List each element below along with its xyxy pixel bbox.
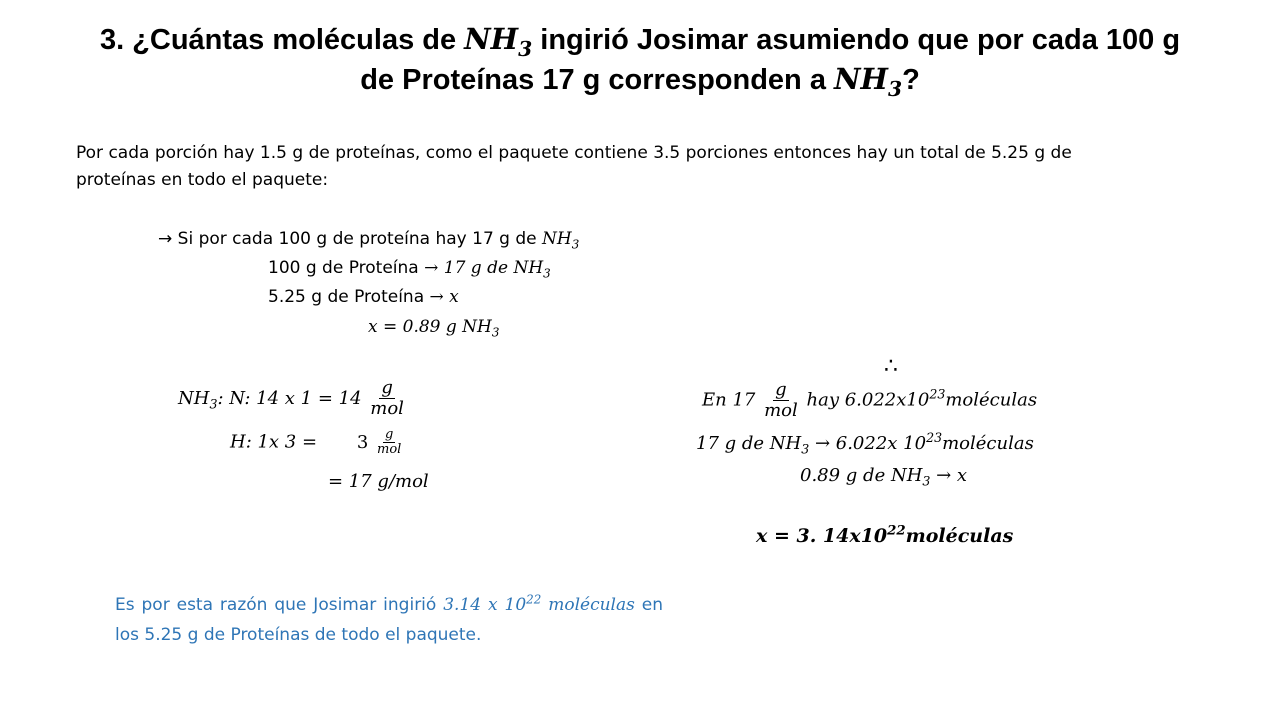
page-title	[0, 22, 1280, 61]
title-line2-prefix: de Proteínas 17 g corresponden a	[360, 64, 835, 96]
molar-mass-n-line: $NH_3$: N: 14 x 1 = 14 $\frac{g}{\text{mol}}$	[178, 377, 404, 419]
conclusion-paragraph: Es por esta razón que Josimar ingirió 3.14 x $10^{22}$ moléculas en los 5.25 g de Proteínas de todo el paquete.	[115, 592, 663, 645]
page-title-line2	[0, 62, 1280, 101]
molar-mass-total: = 17 g/mol	[328, 471, 429, 492]
rule-statement: → Si por cada 100 g de proteína hay 17 g de $NH_3$	[158, 229, 580, 252]
intro-line-2: proteínas en todo el paquete:	[76, 170, 329, 190]
fraction-g-mol-small: $\frac{g}{\text{mol}}$	[377, 427, 402, 457]
molecules-line-2: 17 g de $NH_3 \to 6.022x$ $10^{23}moléculas$	[696, 430, 1034, 457]
title-line1-prefix: 3. ¿Cuántas moléculas de	[99, 24, 465, 56]
molar-mass-h-line: H: 1x 3 = 3 $\frac{g}{\text{mol}}$	[230, 427, 402, 457]
intro-line-1: Por cada porción hay 1.5 g de proteínas, como el paquete contiene 3.5 porciones entonces hay un total de 5.25 g de	[76, 143, 1072, 163]
rule-row-2: 5.25 g de Proteína → x	[268, 287, 459, 307]
fraction-g-mol-right: $\frac{g}{\text{mol}}$	[764, 379, 798, 421]
molecules-line-3: 0.89 g de $NH_3 \to x$	[800, 465, 968, 489]
therefore-symbol: ∴	[884, 354, 898, 379]
molecules-result: x = 3. $14x10^{22}moléculas$	[756, 523, 1014, 547]
title-nh-2: $NH_3$	[834, 62, 903, 101]
title-line2-suffix: ?	[902, 64, 920, 96]
rule-row-1: 100 g de Proteína → 17 g de $NH_3$	[268, 258, 551, 281]
fraction-g-mol: $\frac{g}{\text{mol}}$	[370, 377, 404, 419]
molecules-line-1: En 17 $\frac{g}{\text{mol}}$ hay $6.022x10^{23}moléculas$	[702, 379, 1038, 421]
title-line1-suffix: ingirió Josimar asumiendo que por cada 100 g	[532, 24, 1181, 56]
rule-result: x = 0.89 g $NH_3$	[368, 317, 500, 340]
title-nh: $NH_3$	[464, 22, 533, 61]
